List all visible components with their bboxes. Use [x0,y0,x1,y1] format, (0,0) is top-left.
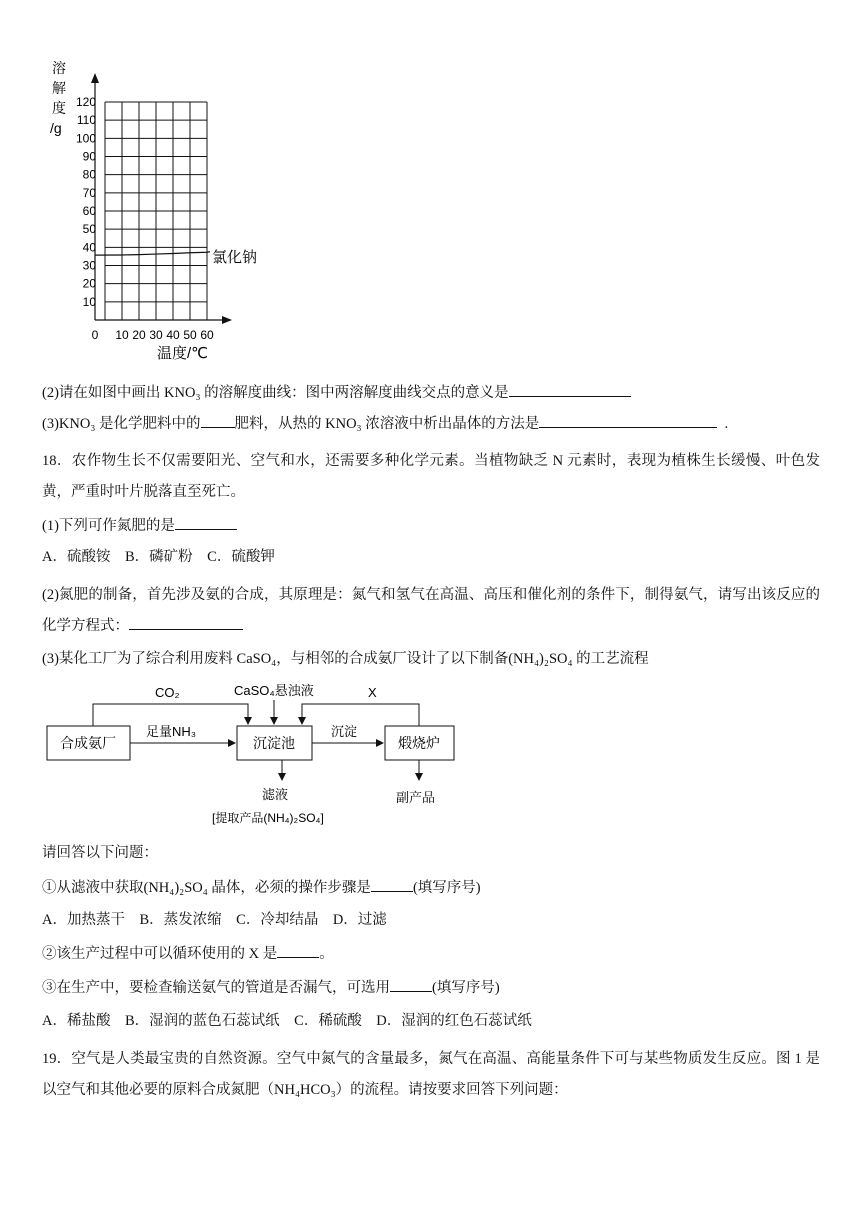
answer-blank[interactable] [175,515,237,530]
tank-label: 沉淀池 [253,735,295,751]
y-tick-label: 80 [82,167,96,182]
answer-blank[interactable] [277,943,319,958]
process-flow-diagram [42,680,462,830]
q18-1-options: A．硫酸铵 B．磷矿粉 C．硫酸钾 [42,549,275,565]
sub2-text: ②该生产过程中可以循环使用的 X 是 [42,946,278,962]
series-line-nacl [95,252,210,255]
answer-blank[interactable] [539,413,717,428]
tank-box [237,726,312,760]
question-18-intro: 18．农作物生长不仅需要阳光、空气和水，还需要多种化学元素。当植物缺乏 N 元素时，表现为植株生长缓慢、叶色发黄，严重时叶片脱落直至死亡。 [42,453,820,500]
answer-blank[interactable] [390,977,432,992]
x-tick-label: 20 [132,328,146,342]
y-title-char: 解 [52,80,66,96]
y-title-char: 溶 [52,60,66,76]
x-tick-label: 60 [200,328,214,342]
y-tick-label: 120 [75,95,96,109]
sub1-text: ①从滤液中获取(NH₄)₂SO₄ 晶体，必须的操作步骤是 [42,880,371,896]
question-18-2 [42,580,820,642]
y-tick-label: 110 [76,113,96,128]
caso4-label: CaSO₄悬浊液 [234,683,314,698]
question-17-2 [42,382,631,403]
question-17-3 [42,413,728,434]
y-tick-label: 40 [82,240,96,255]
question-19: 19．空气是人类最宝贵的自然资源。空气中氮气的含量最多，氮气在高温、高能量条件下可与某些物质发生反应。图 1 是以空气和其他必要的原料合成氮肥（NH₄HCO₃）的流程。请按要求回答下列问题： [42,1051,820,1098]
answer-blank[interactable] [129,615,243,630]
x-tick-label: 40 [166,328,180,342]
y-axis-title [50,60,66,136]
answer-blank[interactable] [201,413,235,428]
x-tick-label: 50 [183,328,197,342]
x-axis-title: 温度/℃ [157,345,209,362]
solubility-chart [40,55,340,365]
sub3-tail: (填写序号) [432,980,500,996]
sub2-tail: 。 [319,946,334,962]
q17-2-text: (2)请在如图中画出 KNO₃ 的溶解度曲线：图中两溶解度曲线交点的意义是 [42,385,509,401]
sub1-options: A．加热蒸干 B．蒸发浓缩 C．冷却结晶 D．过滤 [42,912,387,928]
sub-question-2 [42,943,334,964]
y-tick-label: 90 [82,149,96,164]
answer-blank[interactable] [509,382,631,397]
y-axis-arrow [91,73,99,83]
q17-3-text-b: 肥料，从热的 KNO₃ 浓溶液中析出晶体的方法是 [234,416,540,432]
plant-box [47,726,130,760]
sub-question-3 [42,977,500,998]
q18-1-text: (1)下列可作氮肥的是 [42,518,175,534]
q17-3-text-a: (3)KNO₃ 是化学肥料中的 [42,416,201,432]
furnace-box [385,726,454,760]
co2-label: CO₂ [155,685,180,700]
sub-question-1 [42,877,481,898]
x-tick-labels [92,328,214,342]
x-tick-label: 10 [115,328,129,342]
question-18-1 [42,515,237,536]
answer-blank[interactable] [371,877,413,892]
q18-2-text: (2)氮肥的制备，首先涉及氨的合成，其原理是：氮气和氢气在高温、高压和催化剂的条件下，制得氨气，请写出该反应的化学方程式： [42,587,820,634]
answer-intro: 请回答以下问题： [42,845,158,861]
nh3-label: 足量NH₃ [146,724,197,739]
byproduct-label: 副产品 [396,790,436,805]
y-tick-label: 50 [82,222,96,237]
y-tick-labels [76,95,96,309]
x-axis-arrow [222,316,232,324]
y-title-char: /g [50,120,62,136]
y-tick-label: 20 [82,276,96,291]
q17-3-end: . [724,416,729,432]
x-recycle-arrow [302,704,419,726]
precipitate-label: 沉淀 [331,724,358,739]
chart-series [95,252,210,255]
sub1-tail: (填写序号) [412,880,481,896]
chart-grid [91,73,232,324]
y-tick-label: 60 [82,204,96,218]
y-tick-label: 10 [82,294,96,309]
question-18-3: (3)某化工厂为了综合利用废料 CaSO₄，与相邻的合成氨厂设计了以下制备(NH₄)₂SO₄ 的工艺流程 [42,651,649,667]
extract-label: [提取产品(NH₄)₂SO₄] [212,811,324,825]
y-tick-label: 70 [82,185,96,200]
furnace-label: 煅烧炉 [398,735,440,751]
x-tick-label: 0 [91,328,99,342]
x-label: X [368,685,377,700]
filtrate-label: 滤液 [262,787,289,802]
y-tick-label: 100 [75,131,96,146]
y-title-char: 度 [52,100,66,116]
curve-label: 氯化钠 [212,249,258,266]
y-tick-label: 30 [82,258,96,273]
plant-label: 合成氨厂 [60,735,116,751]
sub3-text: ③在生产中，要检查输送氨气的管道是否漏气，可选用 [42,980,390,996]
co2-arrow [93,704,248,726]
x-tick-label: 30 [149,328,163,342]
sub3-options: A．稀盐酸 B．湿润的蓝色石蕊试纸 C．稀硫酸 D．湿润的红色石蕊试纸 [42,1013,532,1029]
